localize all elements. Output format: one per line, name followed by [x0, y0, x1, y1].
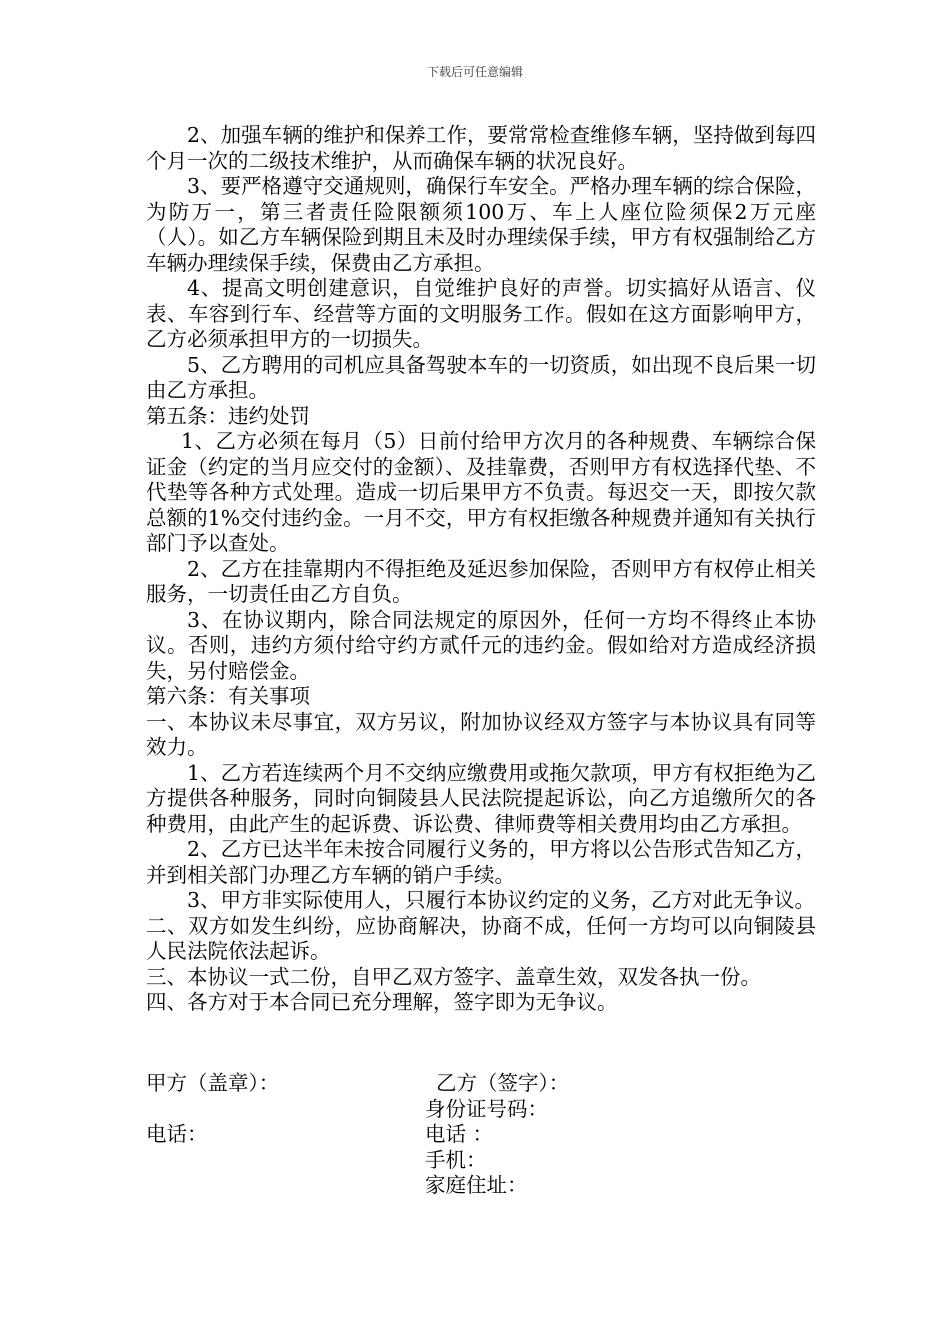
document-body: [146, 123, 816, 1016]
party-a-seal-label: 甲方（盖章）：: [146, 1071, 280, 1095]
clause-paragraph: 2、加强车辆的维护和保养工作，要常常检查维修车辆，坚持做到每四个月一次的二级技术维护，从而确保车辆的状况良好。: [146, 123, 816, 173]
section-heading: 第六条：有关事项: [146, 684, 310, 708]
party-b-sign-label: 乙方（签字）：: [436, 1071, 570, 1095]
clause-paragraph: 1、乙方若连续两个月不交纳应缴费用或拖欠款项，甲方有权拒绝为乙方提供各种服务，同时向铜陵县人民法院提起诉讼，向乙方追缴所欠的各种费用，由此产生的起诉费、诉讼费、律师费等相关费用均由乙方承担。: [146, 760, 816, 836]
signature-row: [146, 1097, 816, 1123]
party-b-phone-label: 电话 ：: [425, 1122, 494, 1146]
clause-paragraph: 3、要严格遵守交通规则，确保行车安全。严格办理车辆的综合保险，为防万一，第三者责任险限额须100万、车上人座位险须保2万元座（人）。如乙方车辆保险到期且未及时办理续保手续，甲方有权强制给乙方车辆办理续保手续，保费由乙方承担。: [146, 174, 816, 275]
clause-paragraph: 2、乙方已达半年未按合同履行义务的，甲方将以公告形式告知乙方，并到相关部门办理乙方车辆的销户手续。: [146, 837, 816, 887]
section-heading: 第五条：违约处罚: [146, 403, 310, 428]
clause-paragraph: 1、乙方必须在每月（5）日前付给甲方次月的各种规费、车辆综合保证金（约定的当月应交付的金额）、及挂靠费，否则甲方有权选择代垫、不代垫等各种方式处理。造成一切后果甲方不负责。每迟交一天，即按欠款总额的1%交付违约金。一月不交，甲方有权拒缴各种规费并通知有关执行部门予以查处。: [146, 429, 816, 555]
signature-row: [146, 1173, 816, 1199]
mobile-label: 手机：: [425, 1147, 487, 1172]
clause-paragraph: 2、乙方在挂靠期内不得拒绝及延迟参加保险，否则甲方有权停止相关服务，一切责任由乙方自负。: [146, 556, 816, 606]
clause-paragraph: 三、本协议一式二份，自甲乙双方签字、盖章生效，双发各执一份。: [146, 964, 761, 989]
home-address-label: 家庭住址：: [425, 1173, 528, 1197]
signature-row: [146, 1071, 816, 1097]
clause-paragraph: 一、本协议未尽事宜，双方另议，附加协议经双方签字与本协议具有同等效力。: [146, 709, 816, 759]
clause-paragraph: 二、双方如发生纠纷，应协商解决，协商不成，任何一方均可以向铜陵县人民法院依法起诉。: [146, 913, 816, 963]
party-a-phone-label: 电话：: [146, 1122, 208, 1146]
clause-paragraph: 4、提高文明创建意识，自觉维护良好的声誉。切实搞好从语言、仪表、车容到行车、经营等方面的文明服务工作。假如在这方面影响甲方，乙方必须承担甲方的一切损失。: [146, 276, 816, 351]
signature-row: [146, 1148, 816, 1174]
clause-paragraph: 3、甲方非实际使用人，只履行本协议约定的义务，乙方对此无争议。: [187, 888, 816, 912]
clause-paragraph: 四、各方对于本合同已充分理解，签字即为无争议。: [146, 990, 618, 1014]
clause-paragraph: 3、在协议期内，除合同法规定的原因外，任何一方均不得终止本协议。否则，违约方须付给守约方贰仟元的违约金。假如给对方造成经济损失，另付赔偿金。: [146, 607, 816, 683]
page-header-note: 下载后可任意编辑: [426, 65, 523, 79]
id-number-label: 身份证号码：: [425, 1096, 548, 1121]
signature-row: [146, 1122, 816, 1148]
clause-paragraph: 5、乙方聘用的司机应具备驾驶本车的一切资质，如出现不良后果一切由乙方承担。: [146, 352, 816, 402]
signature-block: [146, 1071, 816, 1199]
